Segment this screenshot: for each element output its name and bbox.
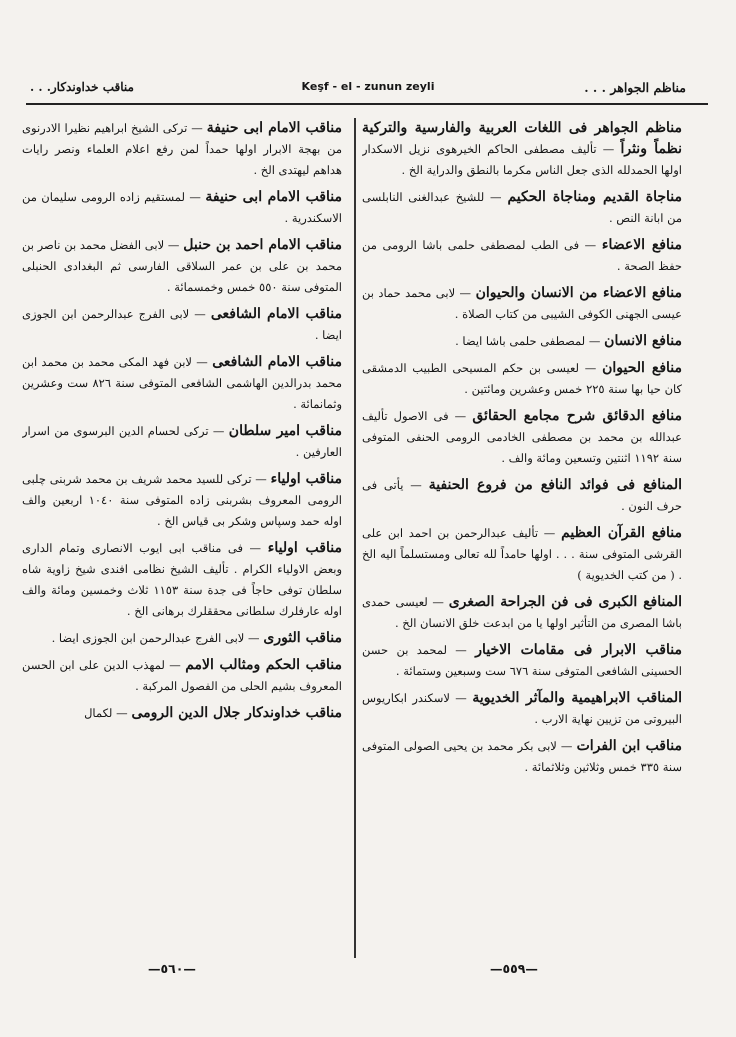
- entry: [22, 352, 342, 415]
- entry-title: المنافع الكبرى فى فن الجراحة الصغرى: [448, 594, 682, 610]
- entry: [22, 118, 342, 181]
- column-divider: [354, 118, 356, 958]
- entry: [362, 523, 682, 586]
- entry-title: مناقب امير سلطان: [228, 423, 342, 439]
- entry-text: — لابى بكر محمد بن يحيى الصولى المتوفى سنة ٣٣٥ خمس وثلاثين وثلاثمائة .: [362, 739, 682, 774]
- header-right: مناظم الجواهر . . .: [584, 80, 686, 95]
- entry-title: منافع الاعضاء من الانسان والحيوان: [475, 285, 682, 301]
- entry: [22, 538, 342, 622]
- entry-title: مناقب الامام احمد بن حنبل: [183, 237, 342, 253]
- entry-text: — لعيسى حمدى باشا المصرى من التأثير اولها يا من ابدعت خلق الانسان الخ .: [362, 595, 682, 630]
- entry-title: منافع الحيوان: [602, 360, 682, 376]
- header-left: مناقب خداوندكار. . .: [30, 80, 134, 94]
- left-column: [22, 118, 342, 958]
- entry: [362, 406, 682, 469]
- entry-text: — يأتى فى حرف النون .: [362, 478, 682, 513]
- entry-text: — لابى الفرج عبدالرحمن ابن الجوزى ايضا .: [51, 631, 260, 645]
- entry-title: المنافع فى فوائد النافع من فروع الحنفية: [428, 477, 682, 493]
- entry-title: مناقب الابرار فى مقامات الاخيار: [475, 642, 682, 658]
- entry-text: — لابى الفضل محمد بن ناصر بن محمد بن على بن عمر السلاقى الفارسى ثم البغدادى الحنبلى المتوفى سنة ٥٥٠ خمس وخمسمائة .: [22, 238, 342, 294]
- entry-text: — لابن فهد المكى محمد بن محمد ابن محمد بدرالدين الهاشمى الشافعى المتوفى سنة ٨٢٦ ست وعشرين وثمانمائة .: [22, 355, 342, 411]
- entry: [362, 640, 682, 682]
- entry: [22, 703, 342, 724]
- running-header: [24, 76, 712, 100]
- entry-title: مناقب اولياء: [270, 471, 342, 487]
- entry-title: مناقب الامام الشافعى: [210, 306, 342, 322]
- entry: [362, 475, 682, 517]
- entry-title: مناقب الامام ابى حنيفة: [205, 189, 342, 205]
- entry: [362, 187, 682, 229]
- entry: [22, 187, 342, 229]
- entry-text: — تركى الشيخ ابراهيم نظيرا الادرنوى من بهجة الابرار اولها حمداً لمن رفع اعلام العلماء ونصر رايات هداهم ليهتدى الخ .: [22, 121, 342, 177]
- entry-title: مناقب الامام الشافعى: [212, 354, 342, 370]
- header-rule: [26, 103, 708, 105]
- entry-text: — لكمال: [84, 706, 128, 720]
- entry-text: — تأليف مصطفى الحاكم الخيرهوى نزيل الاسكدار اولها الحمدلله الذى جعل الناس مكرما بالنطق والدراية الخ .: [362, 142, 682, 177]
- entry-title: المناقب الابراهيمية والمآثر الخديوية: [472, 690, 682, 706]
- header-center: Keşf - el - zunun zeyli: [301, 80, 435, 93]
- page-number-right: —٥٥٩—: [490, 961, 538, 976]
- entry: [362, 688, 682, 730]
- entry-text: — لمحمد بن حسن الحسينى الشافعى المتوفى سنة ٦٧٦ ست وسبعين وستمائة .: [362, 643, 682, 678]
- entry: [362, 592, 682, 634]
- entry-title: مناجاة القديم ومناجاة الحكيم: [507, 189, 682, 205]
- entry-title: منافع القرآن العظيم: [561, 525, 682, 541]
- entry: [362, 283, 682, 325]
- entry-title: مناظم الجواهر فى اللغات العربية والفارسية والتركية نظماً ونثراً: [362, 120, 682, 157]
- entry-text: — فى الاصول تأليف عبدالله بن محمد بن مصطفى الخادمى الرومى الحنفى المتوفى سنة ١١٩٢ اثنتين وتسعين ومائة والف .: [362, 409, 682, 465]
- entry-text: — لمصطفى حلمى باشا ايضا .: [455, 334, 601, 348]
- entry-text: — لمهذب الدين على ابن الحسن المعروف بشيم الحلى من الفصول المركبة .: [22, 658, 342, 693]
- entry: [22, 469, 342, 532]
- entry-title: منافع الدقائق شرح مجامع الحقائق: [472, 408, 682, 424]
- entry-title: مناقب اولياء: [267, 540, 342, 556]
- entry-text: — لعيسى بن حكم المسيحى الطبيب الدمشقى كان حيا بها سنة ٢٢٥ خمس وعشرين ومائتين .: [362, 361, 682, 396]
- right-column: [362, 118, 682, 958]
- entry-title: منافع الانسان: [604, 333, 682, 349]
- entry-title: مناقب ابن الفرات: [576, 738, 682, 754]
- entry-title: منافع الاعضاء: [601, 237, 682, 253]
- entry-text: — لاسكندر ابكاريوس البيروتى من تزيين نهاية الارب .: [362, 691, 682, 726]
- entry: [22, 304, 342, 346]
- entry-text: — للشيخ عبدالغنى النابلسى من ابانة النص .: [362, 190, 682, 225]
- entry-title: مناقب خداوندكار جلال الدين الرومى: [131, 705, 342, 721]
- entry-text: — تأليف عبدالرحمن بن احمد ابن على القرشى المتوفى سنة . . . اولها حامداً لله تعالى ومستسلماً اليه الخ . ( من كتب الخديوية ): [362, 526, 682, 582]
- entry: [362, 358, 682, 400]
- entry: [362, 331, 682, 352]
- entry: [362, 736, 682, 778]
- entry-text: — لابى الفرج عبدالرحمن ابن الجوزى ايضا .: [22, 307, 342, 342]
- entry-title: مناقب الثورى: [263, 630, 342, 646]
- entry-title: مناقب الامام ابى حنيفة: [206, 120, 342, 136]
- page-number-left: —٥٦٠—: [148, 961, 196, 976]
- entry-text: — فى مناقب ابى ايوب الانصارى وتمام الدارى وبعض الاولياء الكرام . تأليف الشيخ نظامى افندى شيخ زاوية شاه سلطان توفى حاجاً فى جدة سنة ١١٥٣ ثلاث وخمسين ومائة والف اوله عارفلرك سلطانى محققلرك برهانى الخ .: [22, 541, 342, 618]
- entry: [22, 628, 342, 649]
- entry-text: — لمستقيم زاده الرومى سليمان من الاسكندرية .: [22, 190, 342, 225]
- entry: [22, 235, 342, 298]
- entry: [22, 655, 342, 697]
- entry-text: — تركى للسيد محمد شريف بن محمد شربنى چلبى الرومى المعروف بشربنى زاده المتوفى سنة ١٠٤٠ اربعين والف اوله حمد وسپاس وشكر بى قياس الخ .: [22, 472, 342, 528]
- entry-text: — لابى محمد حماد بن عيسى الجهنى الكوفى الشيبى من كتاب الصلاة .: [362, 286, 682, 321]
- entry-text: — تركى لحسام الدين البرسوى من اسرار العارفين .: [22, 424, 342, 459]
- entry: [22, 421, 342, 463]
- entry-text: — فى الطب لمصطفى حلمى باشا الرومى من حفظ الصحة .: [362, 238, 682, 273]
- entry-title: مناقب الحكم ومثالب الامم: [185, 657, 342, 673]
- entry: [362, 235, 682, 277]
- entry: [362, 118, 682, 181]
